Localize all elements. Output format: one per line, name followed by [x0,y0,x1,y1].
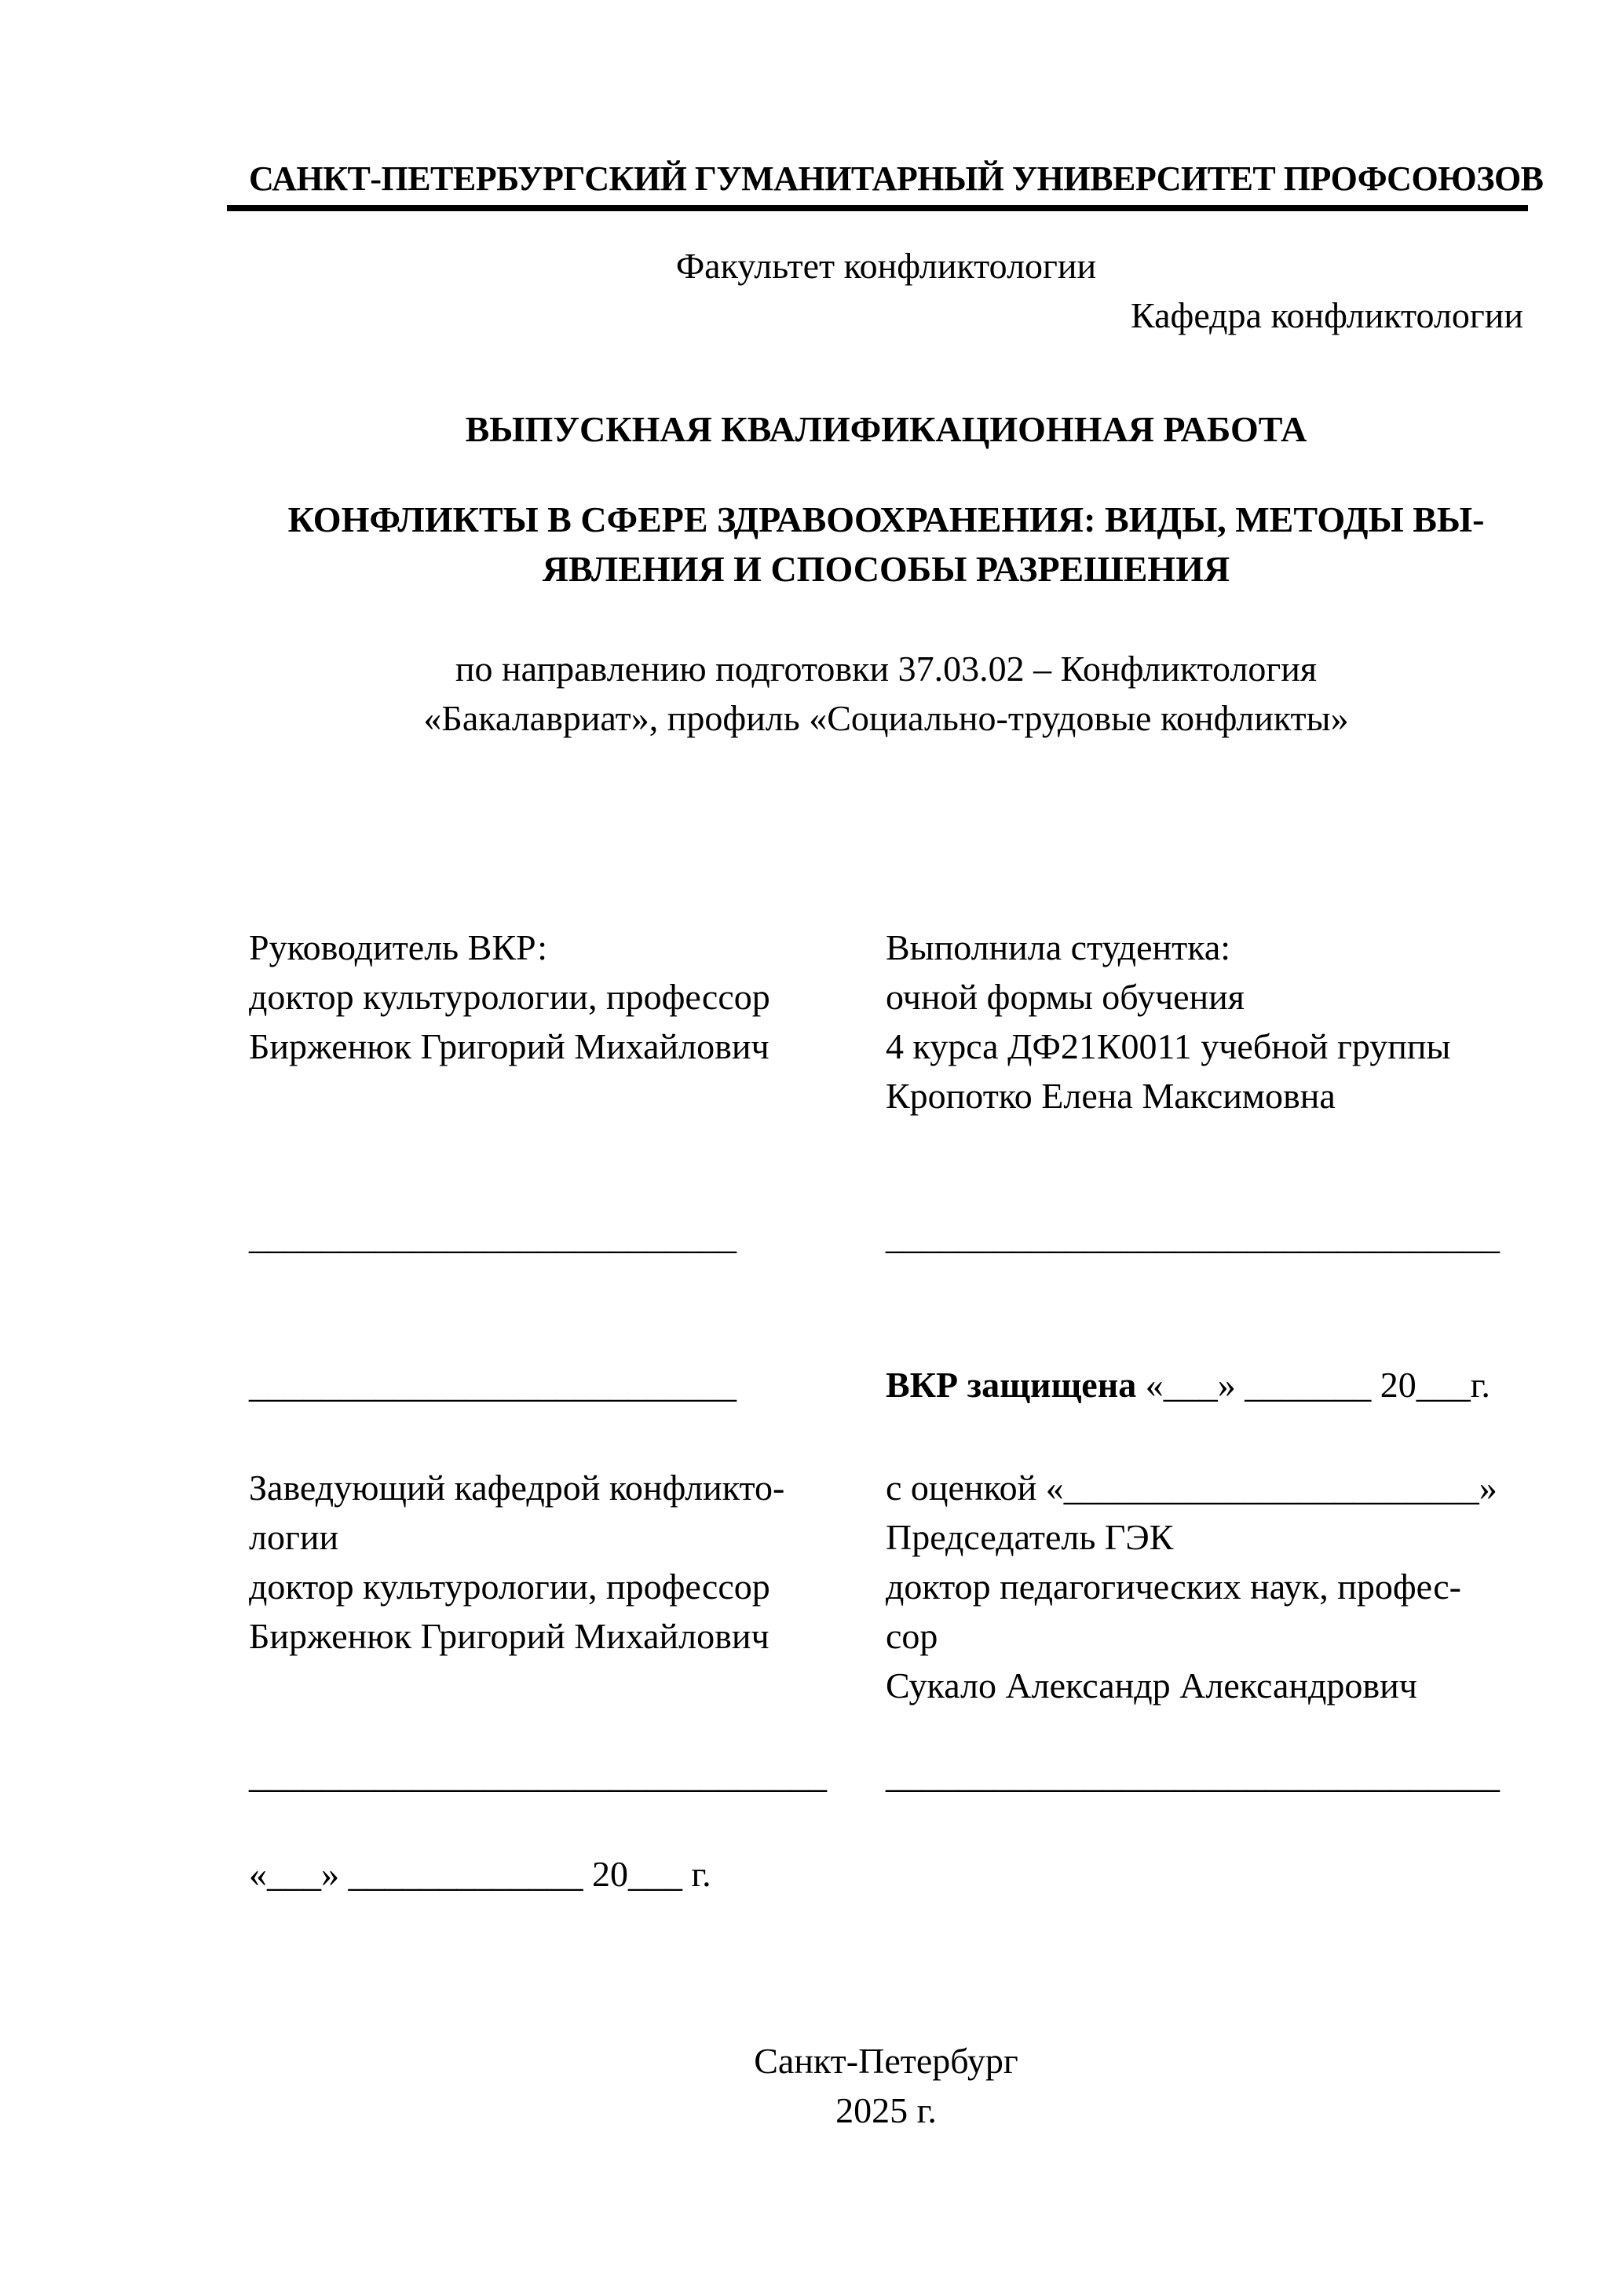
empty-cell [886,1849,1523,1899]
head-degree: доктор культурологии, профессор [249,1567,770,1607]
row-defended [249,1360,1523,1409]
row-degree-mode [249,972,1523,1022]
supervisor-degree: доктор культурологии, профессор [249,977,770,1017]
supervisor-signature-line-2: ___________________________ [249,1365,737,1405]
row-signature-1 [249,1212,1523,1261]
student-name: Кропотко Елена Максимовна [886,1076,1336,1116]
student-label: Выполнила студентка: [886,927,1231,967]
row-name-group [249,1022,1523,1071]
department-line: Кафедра конфликтологии [1131,295,1523,335]
grade-blank-line: с оценкой «_______________________» [886,1468,1497,1508]
date-blank-line: «___» _____________ 20___ г. [249,1854,711,1894]
defended-label: ВКР защищена [886,1365,1137,1405]
footer-city: Санкт-Петербург [754,2041,1018,2081]
university-name: САНКТ-ПЕТЕРБУРГСКИЙ ГУМАНИТАРНЫЙ УНИВЕРСИТЕТ ПРОФСОЮЗОВ [249,159,1544,198]
faculty-line: Факультет конфликтологии [675,246,1097,286]
head-name: Бирженюк Григорий Михайлович [249,1616,769,1656]
footer-year: 2025 г. [835,2090,937,2130]
program-line: по направлению подготовки 37.03.02 – Конфликтология [455,649,1318,689]
row-signature-2 [249,1750,1523,1800]
supervisor-label: Руководитель ВКР: [249,927,548,967]
supervisor-name: Бирженюк Григорий Михайлович [249,1026,769,1066]
row-chair-name [249,1661,1523,1710]
work-type-heading: ВЫПУСКНАЯ КВАЛИФИКАЦИОННАЯ РАБОТА [465,409,1307,449]
row-student-name [249,1071,1523,1121]
empty-cell [249,1071,886,1121]
head-label-line1: Заведующий кафедрой конфликто- [249,1468,785,1508]
chair-signature-line: __________________________________ [886,1755,1500,1795]
defended-blank: «___» _______ 20___г. [1136,1365,1490,1405]
profile-line: «Бакалавриат», профиль «Социально-трудовые конфликты» [423,698,1349,738]
header-rule [227,205,1528,211]
row-date [249,1849,1523,1899]
defended-line [886,1360,1523,1409]
chair-degree-line2: сор [886,1616,938,1656]
chair-degree-line1: доктор педагогических наук, профес- [886,1567,1461,1607]
thesis-title-line2: ЯВЛЕНИЯ И СПОСОБЫ РАЗРЕШЕНИЯ [542,549,1230,589]
thesis-title-line1: КОНФЛИКТЫ В СФЕРЕ ЗДРАВООХРАНЕНИЯ: ВИДЫ, МЕТОДЫ ВЫ- [287,499,1485,539]
signature-columns [249,923,1523,1899]
row-head-grade [249,1463,1523,1512]
row-head2-chair [249,1512,1523,1562]
footer [249,2036,1523,2135]
supervisor-signature-line: ___________________________ [249,1216,737,1256]
row-names [249,1611,1523,1661]
student-mode: очной формы обучения [886,977,1245,1017]
empty-cell [249,1661,886,1710]
chair-name: Сукало Александр Александрович [886,1665,1417,1706]
head-label-line2: логии [249,1517,339,1557]
student-group: 4 курса ДФ21К0011 учебной группы [886,1026,1451,1066]
chair-label: Председатель ГЭК [886,1517,1174,1557]
row-degrees [249,1562,1523,1611]
row-labels [249,923,1523,972]
head-signature-line: ________________________________ [249,1755,827,1795]
student-signature-line: __________________________________ [886,1216,1500,1256]
